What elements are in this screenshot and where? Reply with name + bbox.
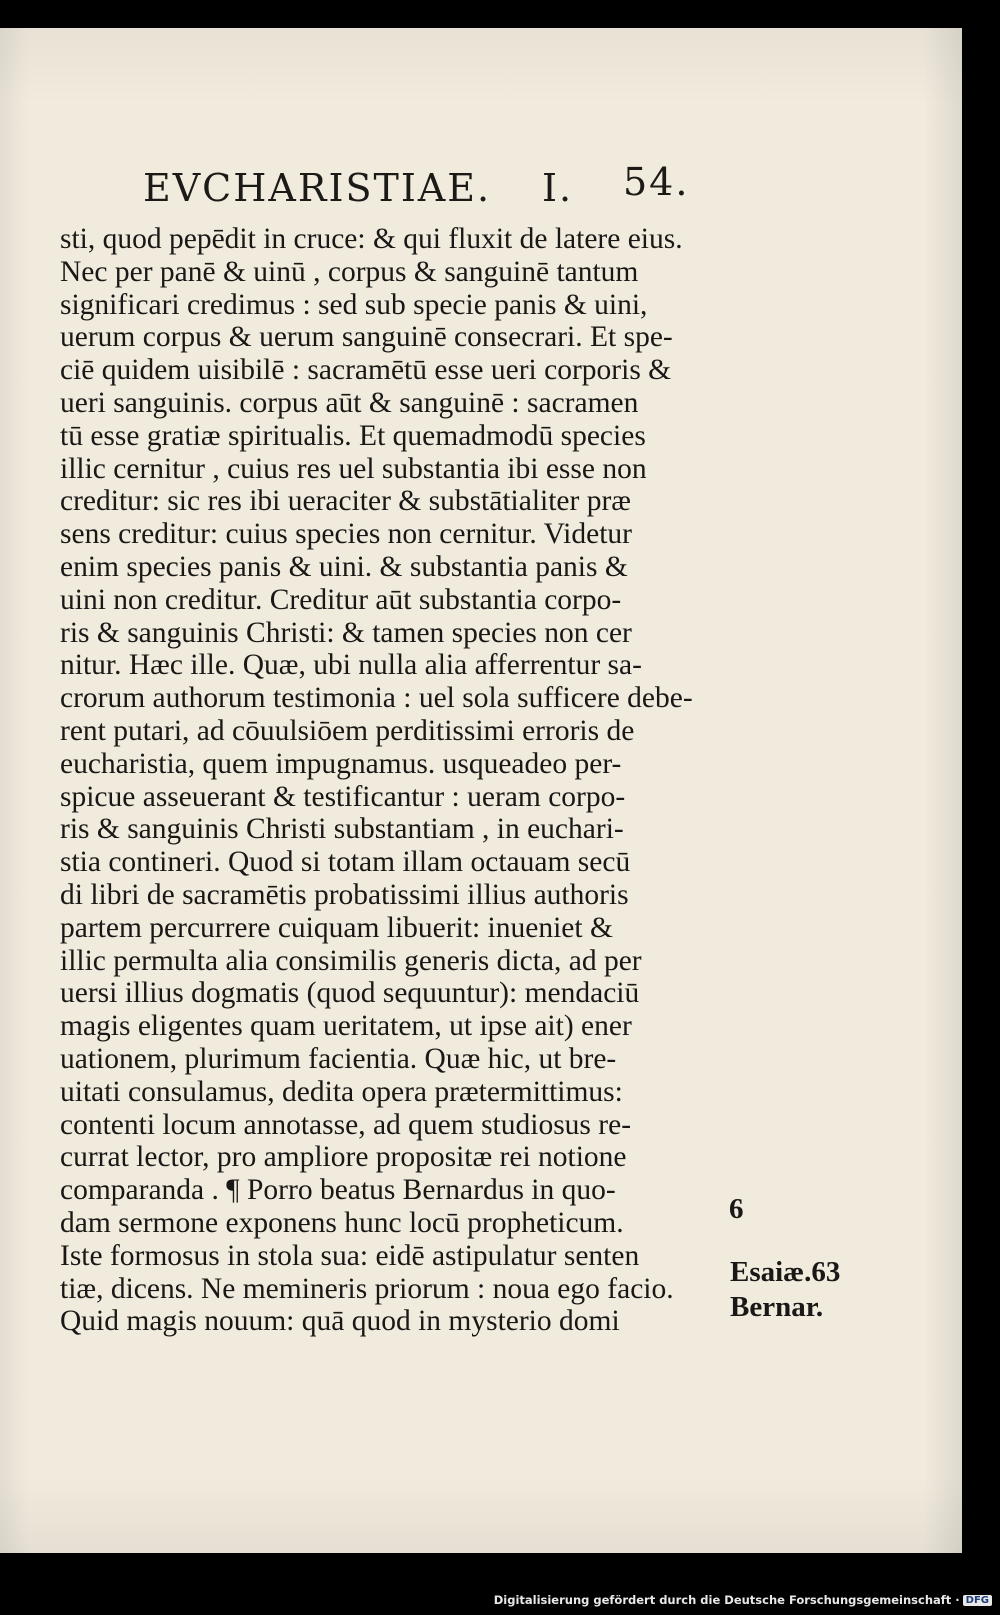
text-line: spicue asseuerant & testificantur : ueram corpo- [60,780,626,813]
folio-number: 54. [623,160,690,204]
text-line: dam sermone exponens hunc locū propheticum. [60,1206,624,1239]
margin-note-bernar: Bernar. [730,1291,824,1323]
text-line: sti, quod pepēdit in cruce: & qui fluxit de latere eius. [60,223,683,255]
text-line: partem percurrere cuiquam libuerit: inueniet & [60,911,613,944]
text-line: ciē quidem uisibilē : sacramētū esse ueri corporis & [60,354,672,387]
text-line: ris & sanguinis Christi substantiam , in euchari- [60,813,624,846]
text-line: Nec per panē & uinū , corpus & sanguinē tantum [60,255,639,288]
footer-bar [0,1588,1000,1615]
body-text [60,223,745,1338]
credit-text: Digitalisierung gefördert durch die Deutsche Forschungsgemeinschaft · [493,1593,960,1607]
text-line: Quid magis nouum: quā quod in mysterio domi [60,1305,620,1338]
chapter-number: I. [542,166,574,210]
running-head [143,160,703,212]
text-line: uationem, plurimum facientia. Quæ hic, ut bre- [60,1042,617,1075]
text-line: uersi illius dogmatis (quod sequuntur): mendaciū [60,977,640,1010]
margin-note-number: 6 [729,1193,744,1225]
text-line: stia contineri. Quod si totam illam octauam secū [60,846,631,879]
text-line: contenti locum annotasse, ad quem studiosus re- [60,1108,632,1141]
text-line: enim species panis & uini. & substantia panis & [60,550,628,583]
text-line: significari credimus : sed sub specie panis & uini, [60,288,648,321]
text-line: nitur. Hæc ille. Quæ, ubi nulla alia afferrentur sa- [60,649,642,682]
text-line: uerum corpus & uerum sanguinē consecrari. Et spe- [60,321,673,354]
text-line: ueri sanguinis. corpus aūt & sanguinē : sacramen [60,386,639,419]
text-line: tiæ, dicens. Ne memineris priorum : noua ego facio. [60,1272,674,1305]
text-line: creditur: sic res ibi ueraciter & substātialiter præ [60,485,631,518]
text-line: crorum authorum testimonia : uel sola sufficere debe- [60,682,693,715]
text-line: currat lector, pro ampliore propositæ rei notione [60,1141,627,1174]
digitization-credit [494,1593,992,1607]
text-line: Iste formosus in stola sua: eidē astipulatur senten [60,1239,640,1272]
text-line: magis eligentes quam ueritatem, ut ipse ait) ener [60,1010,632,1043]
text-line: rent putari, ad cōuulsiōem perditissimi erroris de [60,714,635,747]
dfg-logo: DFG [963,1595,992,1606]
running-title: EVCHARISTIAE. [143,166,492,210]
text-line: uitati consulamus, dedita opera prætermittimus: [60,1075,623,1108]
text-line: illic cernitur , cuius res uel substantia ibi esse non [60,452,647,485]
text-line: di libri de sacramētis probatissimi illius authoris [60,878,629,911]
text-line: eucharistia, quem impugnamus. usqueadeo per- [60,747,622,780]
text-line: ris & sanguinis Christi: & tamen species non cer [60,616,632,649]
text-line: illic permulta alia consimilis generis dicta, ad per [60,944,642,977]
margin-note-esaiae: Esaiæ.63 [730,1256,841,1288]
text-line: sens creditur: cuius species non cernitur. Videtur [60,518,632,551]
text-line: tū esse gratiæ spiritualis. Et quemadmodū species [60,419,646,452]
book-page [0,28,962,1553]
text-line: uini non creditur. Creditur aūt substantia corpo- [60,583,622,616]
text-line: comparanda . ¶ Porro beatus Bernardus in quo- [60,1174,616,1207]
